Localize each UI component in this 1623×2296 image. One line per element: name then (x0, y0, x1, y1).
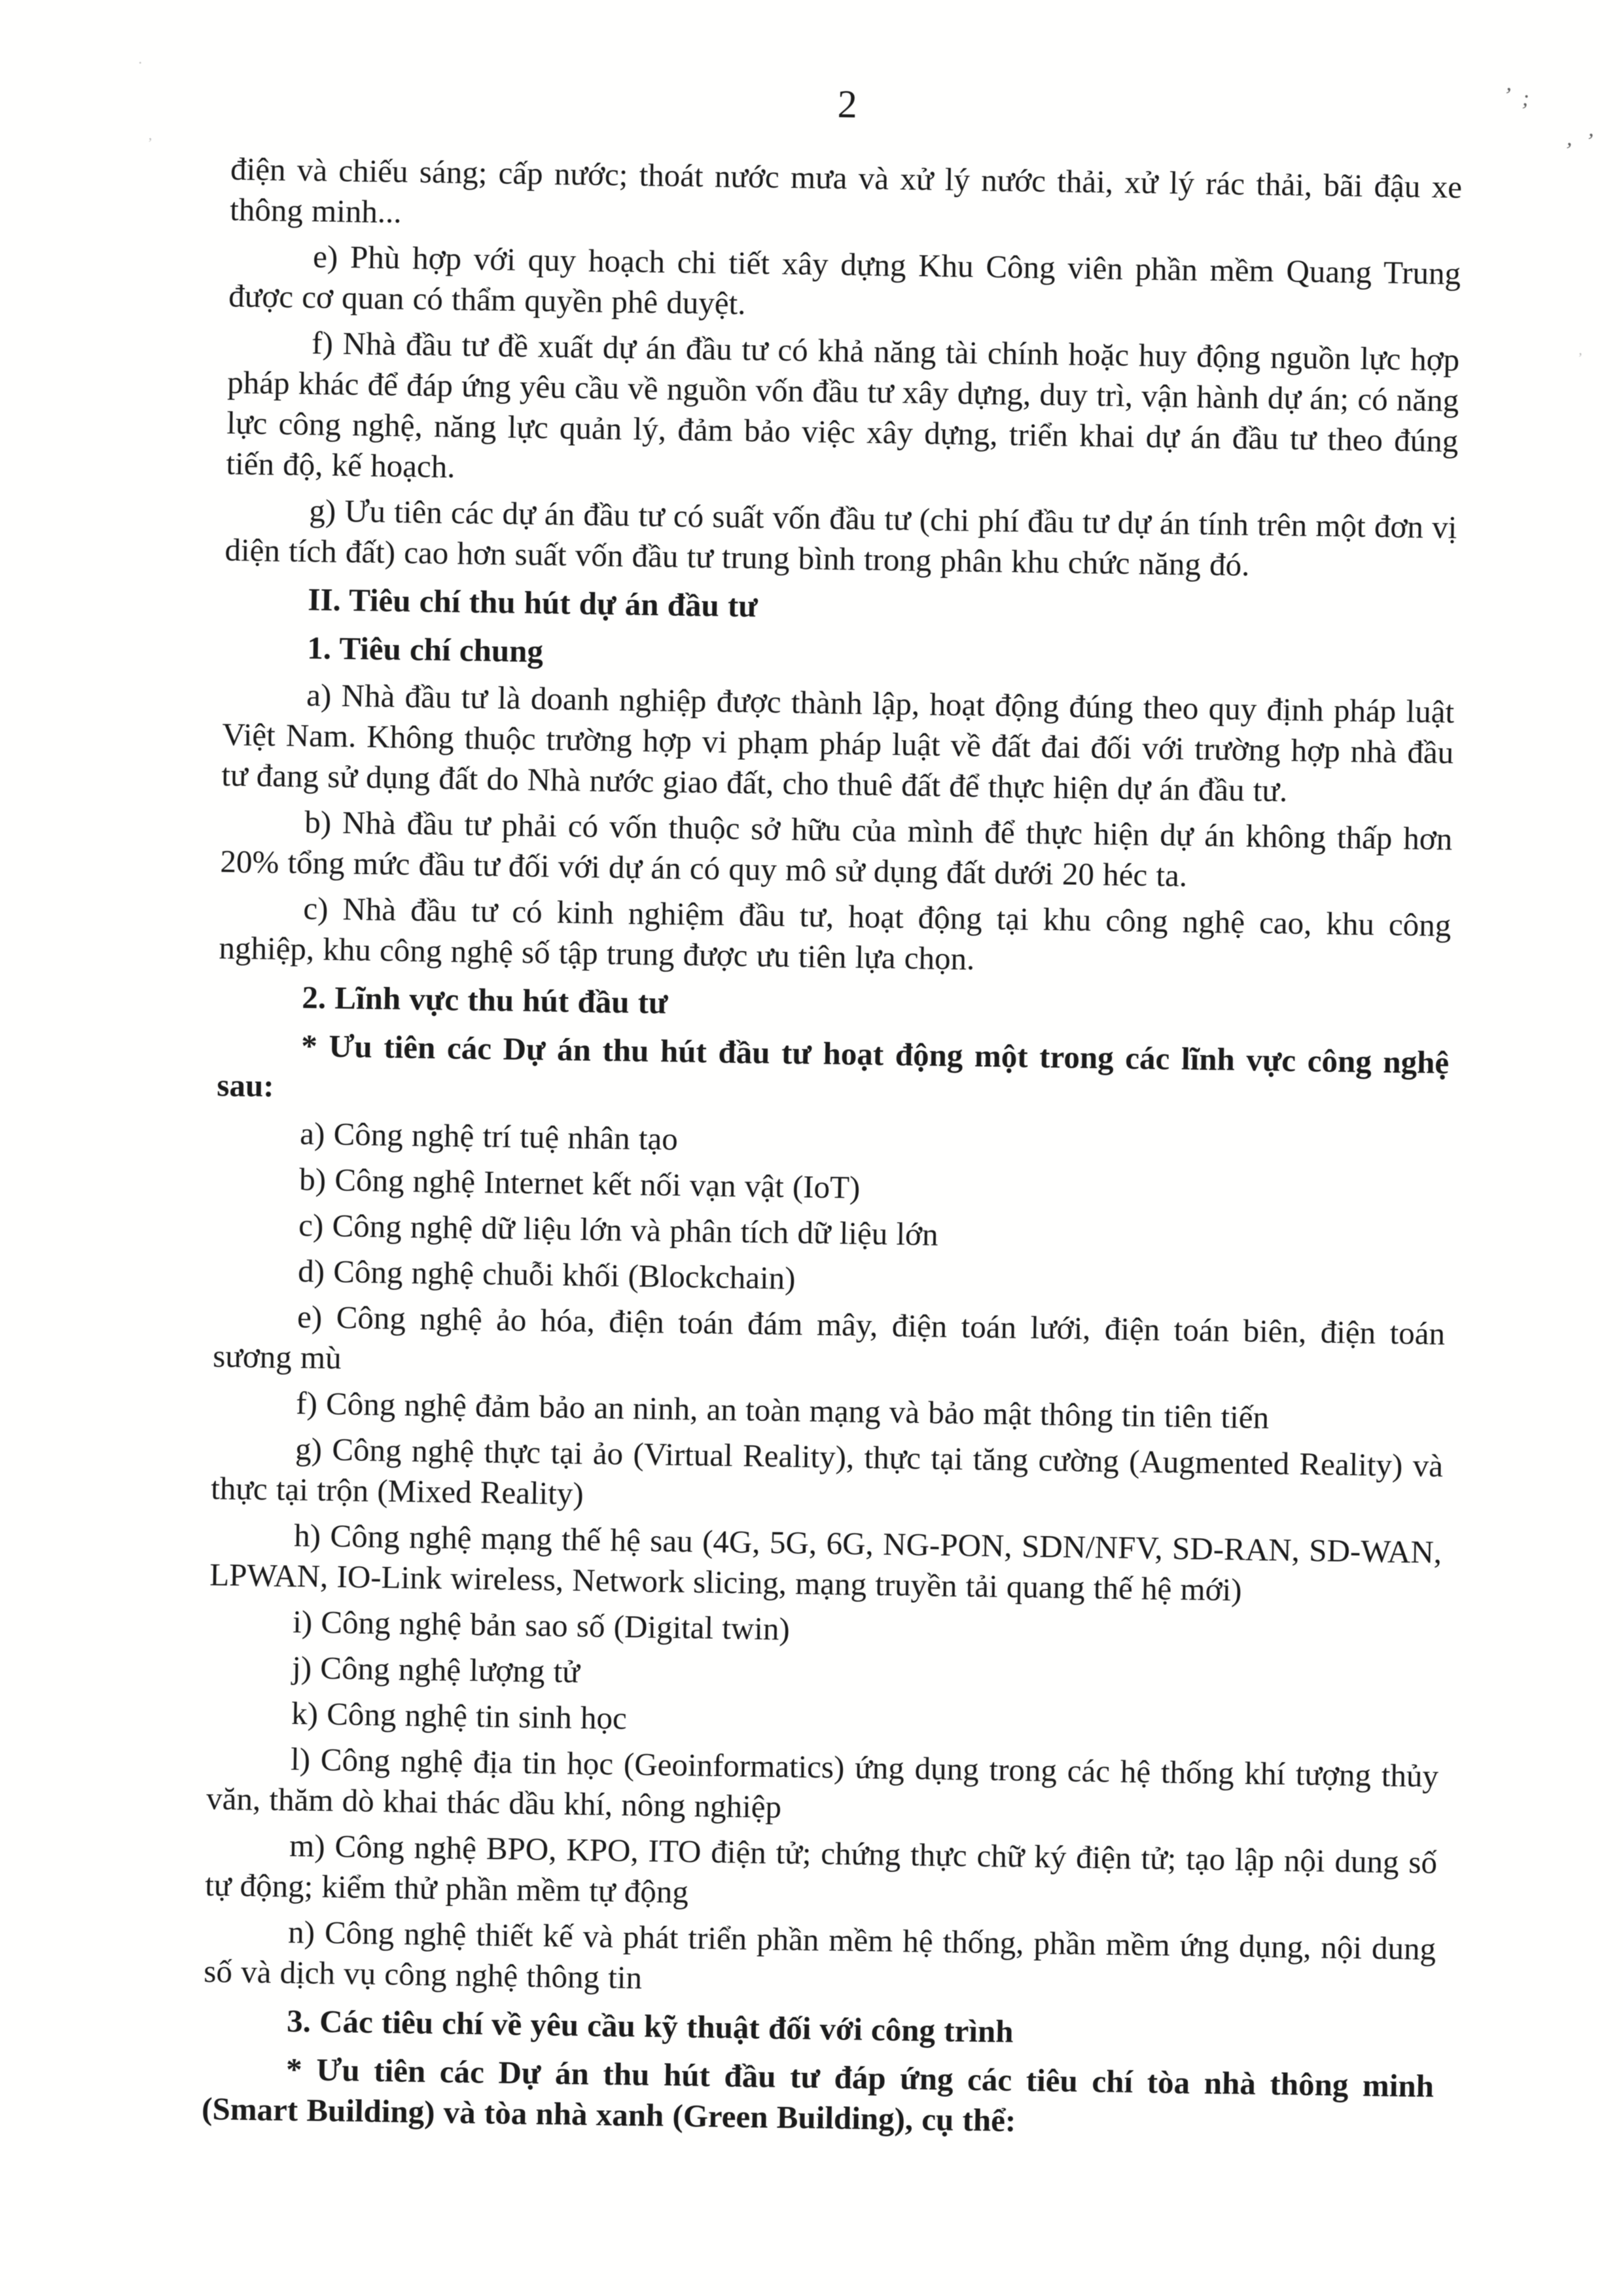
doc-list-item: f) Công nghệ đảm bảo an ninh, an toàn mạng và bảo mật thông tin tiên tiến (295, 1384, 1270, 1436)
doc-list-item: j) Công nghệ lượng tử (291, 1649, 580, 1690)
doc-list-item: i) Công nghệ bản sao số (Digital twin) (292, 1603, 791, 1647)
scan-speck: , (1578, 341, 1583, 358)
doc-list-item: d) Công nghệ chuỗi khối (Blockchain) (297, 1252, 796, 1297)
doc-paragraph: c) Nhà đầu tư có kinh nghiệm đầu tư, hoạt động tại khu công nghệ cao, khu công nghiệp, khu công nghệ số tập trung được ưu tiên lựa chọn. (219, 890, 1452, 977)
doc-paragraph: f) Nhà đầu tư đề xuất dự án đầu tư có khả năng tài chính hoặc huy động nguồn lực hợp pháp khác để đáp ứng yêu cầu về nguồn vốn đầu tư xây dựng, duy trì, vận hành dự án; có năng lực công nghệ, năng lực quản lý, đảm bảo việc xây dựng, triển khai dự án đầu tư theo đúng tiến độ, kế hoạch. (226, 325, 1460, 485)
doc-heading: 3. Các tiêu chí về yêu cầu kỹ thuật đối với công trình (286, 2002, 1014, 2050)
doc-heading: 1. Tiêu chí chung (306, 630, 544, 670)
doc-emphasis-paragraph: * Ưu tiên các Dự án thu hút đầu tư đáp ứng các tiêu chí tòa nhà thông minh (Smart Building) và tòa nhà xanh (Green Building), cụ thể: (201, 2051, 1435, 2139)
document-body (202, 149, 1463, 2154)
scan-mark: , ’ (1565, 126, 1600, 155)
doc-paragraph: b) Nhà đầu tư phải có vốn thuộc sở hữu của mình để thực hiện dự án không thấp hơn 20% tổng mức đầu tư đối với dự án có quy mô sử dụng đất dưới 20 héc ta. (220, 804, 1453, 894)
doc-heading: II. Tiêu chí thu hút dự án đầu tư (308, 581, 758, 624)
doc-list-item: b) Công nghệ Internet kết nối vạn vật (IoT) (298, 1160, 861, 1206)
scan-mark: ’ ; (1502, 83, 1535, 112)
doc-list-item: l) Công nghệ địa tin học (Geoinformatics) ứng dụng trong các hệ thống khí tượng thủy văn, thăm dò khai thác dầu khí, nông nghiệp (205, 1740, 1439, 1825)
doc-list-item: a) Công nghệ trí tuệ nhân tạo (299, 1115, 679, 1157)
scan-speck: · (137, 54, 143, 71)
page-number: 2 (837, 82, 858, 126)
doc-list-item: k) Công nghệ tin sinh học (291, 1695, 628, 1736)
doc-list-item: g) Công nghệ thực tại ảo (Virtual Reality), thực tại tăng cường (Augmented Reality) và thực tại trộn (Mixed Reality) (210, 1430, 1444, 1512)
doc-list-item: m) Công nghệ BPO, KPO, ITO điện tử; chứng thực chữ ký điện tử; tạo lập nội dung số tự động; kiểm thử phần mềm tự động (204, 1827, 1438, 1910)
doc-paragraph: g) Ưu tiên các dự án đầu tư có suất vốn đầu tư (chi phí đầu tư dự án tính trên một đơn vị diện tích đất) cao hơn suất vốn đầu tư trung bình trong phân khu chức năng đó. (224, 492, 1457, 583)
doc-emphasis-paragraph: * Ưu tiên các Dự án thu hút đầu tư hoạt động một trong các lĩnh vực công nghệ sau: (217, 1028, 1450, 1104)
scan-speck: , (148, 126, 152, 143)
doc-list-item: h) Công nghệ mạng thế hệ sau (4G, 5G, 6G, NG-PON, SDN/NFV, SD-RAN, SD-WAN, LPWAN, IO-Link wireless, Network slicing, mạng truyền tải quang thế hệ mới) (209, 1516, 1442, 1608)
doc-paragraph: điện và chiếu sáng; cấp nước; thoát nước mưa và xử lý nước thải, xử lý rác thải, bãi đậu xe thông minh... (229, 151, 1463, 230)
doc-paragraph: a) Nhà đầu tư là doanh nghiệp được thành lập, hoạt động đúng theo quy định pháp luật Việt Nam. Không thuộc trường hợp vi phạm pháp luật về đất đai đối với trường hợp nhà đầu tư đang sử dụng đất do Nhà nước giao đất, cho thuê đất để thực hiện dự án đầu tư. (221, 677, 1455, 809)
doc-paragraph: e) Phù hợp với quy hoạch chi tiết xây dựng Khu Công viên phần mềm Quang Trung được cơ quan có thẩm quyền phê duyệt. (228, 238, 1461, 321)
doc-heading: 2. Lĩnh vực thu hút đầu tư (302, 979, 668, 1021)
doc-list-item: c) Công nghệ dữ liệu lớn và phân tích dữ liệu lớn (298, 1206, 938, 1253)
doc-list-item: n) Công nghệ thiết kế và phát triển phần mềm hệ thống, phần mềm ứng dụng, nội dung số và dịch vụ công nghệ thông tin (203, 1913, 1436, 1996)
doc-list-item: e) Công nghệ ảo hóa, điện toán đám mây, điện toán lưới, điện toán biên, điện toán sương mù (212, 1298, 1446, 1376)
